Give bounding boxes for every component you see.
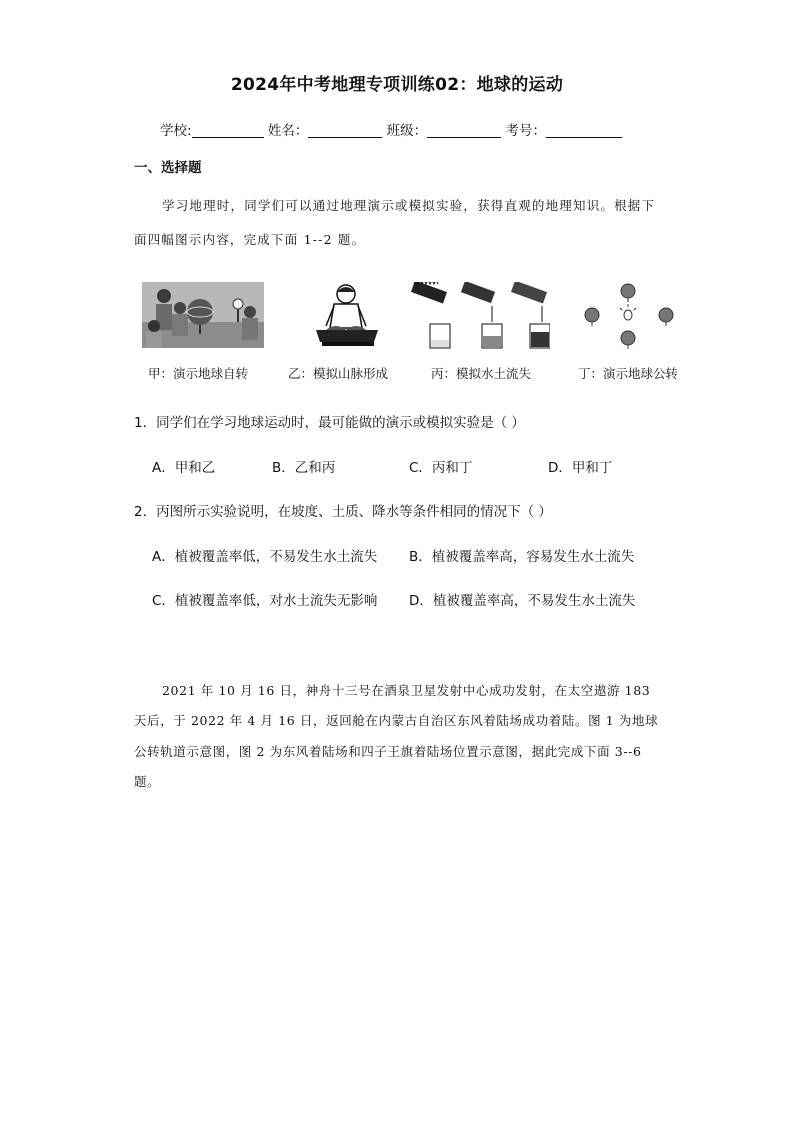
name-blank bbox=[308, 123, 382, 138]
exam-no-blank bbox=[546, 123, 622, 138]
question-1-option-c: C．丙和丁 bbox=[409, 460, 473, 476]
page-title: 2024年中考地理专项训练02：地球的运动 bbox=[230, 75, 564, 95]
student-info-row bbox=[160, 119, 622, 139]
class-blank bbox=[427, 123, 501, 138]
intro-line-2: 面四幅图示内容，完成下面 1--2 题。 bbox=[134, 232, 366, 247]
passage-line-2: 天后，于 2022 年 4 月 16 日，返回舱在内蒙古自治区东风着陆场成功着陆。图 1 为地球 bbox=[134, 713, 659, 728]
caption-yi: 乙：模拟山脉形成 bbox=[288, 366, 389, 381]
caption-ding: 丁：演示地球公转 bbox=[578, 366, 679, 381]
school-blank bbox=[192, 123, 264, 138]
question-2-option-d: D．植被覆盖率高，不易发生水土流失 bbox=[409, 593, 636, 609]
question-2-option-a: A．植被覆盖率低，不易发生水土流失 bbox=[152, 549, 378, 565]
figure-yi-image bbox=[312, 282, 382, 352]
passage-line-1: 2021 年 10 月 16 日，神舟十三号在酒泉卫星发射中心成功发射，在太空遨游 183 bbox=[162, 683, 651, 698]
question-1-stem: 1．同学们在学习地球运动时，最可能做的演示或模拟实验是（ ） bbox=[134, 415, 525, 431]
school-label: 学校: bbox=[160, 123, 192, 139]
section-heading: 一、选择题 bbox=[134, 160, 202, 176]
question-1-option-a: A．甲和乙 bbox=[152, 460, 216, 476]
passage-line-3: 公转轨道示意图，图 2 为东风着陆场和四子王旗着陆场位置示意图，据此完成下面 3--6 bbox=[134, 744, 642, 759]
intro-line-1: 学习地理时，同学们可以通过地理演示或模拟实验，获得直观的地理知识。根据下 bbox=[162, 198, 656, 213]
caption-bing: 丙：模拟水土流失 bbox=[431, 366, 532, 381]
question-2-option-b: B．植被覆盖率高，容易发生水土流失 bbox=[409, 549, 635, 565]
question-1-option-b: B．乙和丙 bbox=[272, 460, 336, 476]
class-label: 班级： bbox=[386, 123, 428, 139]
name-label: 姓名： bbox=[267, 123, 309, 139]
figure-jia-image bbox=[142, 282, 264, 352]
figure-ding-image bbox=[582, 282, 676, 356]
question-2-stem: 2．丙图所示实验说明，在坡度、土质、降水等条件相同的情况下（ ） bbox=[134, 504, 552, 520]
question-1-option-d: D．甲和丁 bbox=[548, 460, 613, 476]
passage-line-4: 题。 bbox=[134, 774, 161, 789]
question-2-option-c: C．植被覆盖率低，对水土流失无影响 bbox=[152, 593, 378, 609]
figure-bing-image bbox=[410, 282, 550, 356]
caption-jia: 甲：演示地球自转 bbox=[148, 366, 249, 381]
exam-no-label: 考号： bbox=[505, 123, 546, 139]
